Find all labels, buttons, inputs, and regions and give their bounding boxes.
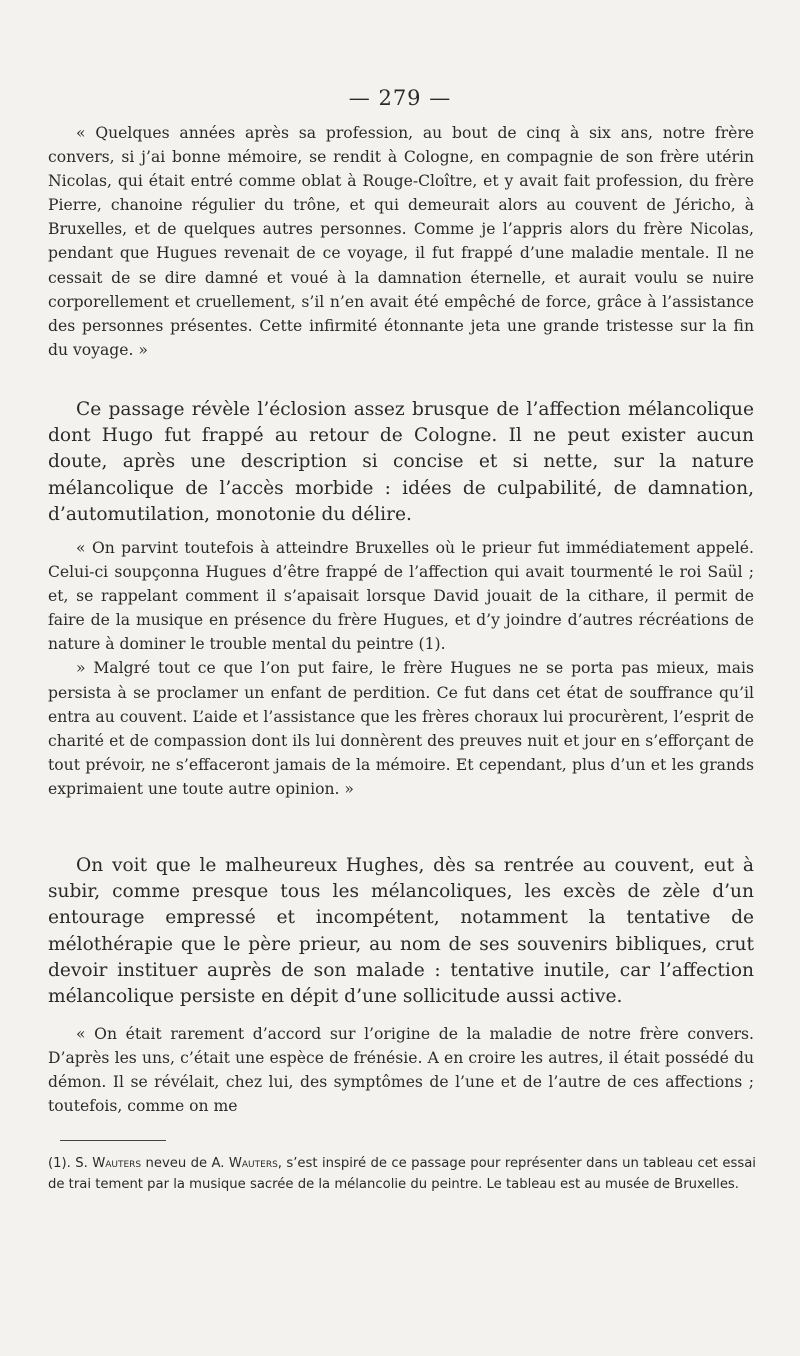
footnote-divider [60,1140,166,1141]
footnote-initial: S. [75,1156,88,1171]
footnote [48,1153,756,1195]
quote-paragraph: » Malgré tout ce que l’on put faire, le frère Hugues ne se porta pas mieux, mais persista à se proclamer un enfant de perdition. Ce fut dans cet état de souffrance qu’il entra au couvent. L’aide et l’assistance que les frères choraux lui procurèrent, l’esprit de charité et de compassion dont ils lui donnèrent des preuves nuit et jour en s’efforçant de tout prévoir, ne s’effaceront jamais de la mémoire. Et cependant, plus d’un et les grands exprimaient une toute autre opinion. » [48,659,754,798]
footnote-author-2: Wauters [228,1156,278,1171]
body-paragraph-1 [48,397,754,528]
page-number: — 279 — [348,86,452,110]
quote-chronicle-1 [48,121,754,362]
body-paragraph-2 [48,853,754,1010]
quote-paragraph: « Quelques années après sa profession, au bout de cinq à six ans, notre frère convers, si j’ai bonne mémoire, se rendit à Cologne, en compagnie de son frère utérin Nicolas, qui était entré comme oblat à Rouge-Cloître, et y avait fait profession, du frère Pierre, chanoine régulier du trône, et qui demeurait alors au couvent de Jéricho, à Bruxelles, et de quelques autres personnes. Comme je l’appris alors du frère Nicolas, pendant que Hugues revenait de ce voyage, il fut frappé d’une maladie mentale. Il ne cessait de se dire damné et voué à la damnation éternelle, et aurait voulu se nuire corporellement et cruellement, s’il n’en avait été empêché de force, grâce à l’assistance des personnes présentes. Cette infirmité étonnante jeta une grande tristesse sur la fin du voyage. » [48,124,754,359]
body-paragraph: On voit que le malheureux Hughes, dès sa rentrée au couvent, eut à subir, comme presque tous les mélancoliques, les excès de zèle d’un entourage empressé et incompétent, notamment la tentative de mélothérapie que le père prieur, au nom de ses souvenirs bibliques, crut devoir instituer auprès de son malade : tentative inutile, car l’affection mélancolique persiste en dépit d’une sollicitude aussi active. [48,855,754,1008]
body-paragraph: Ce passage révèle l’éclosion assez brusque de l’affection mélancolique dont Hugo fut frappé au retour de Cologne. Il ne peut exister aucun doute, après une description si concise et si nette, sur la nature mélancolique de l’accès morbide : idées de culpabilité, de damnation, d’automutilation, monotonie du délire. [48,399,754,525]
quote-paragraph: « On était rarement d’accord sur l’origine de la maladie de notre frère convers. D’après les uns, c’était une espèce de frénésie. A en croire les autres, il était possédé du démon. Il se révélait, chez lui, des symptômes de l’une et de l’autre de ces affections ; toutefois, comme on me [48,1025,754,1116]
footnote-marker: (1). [48,1156,71,1171]
footnote-mid: neveu de A. [145,1156,225,1171]
quote-chronicle-2 [48,536,754,801]
quote-chronicle-3 [48,1022,754,1118]
footnote-author: Wauters [92,1156,142,1171]
quote-paragraph: « On parvint toutefois à atteindre Bruxelles où le prieur fut immédiatement appelé. Celui-ci soupçonna Hugues d’être frappé de l’affection qui avait tourmenté le roi Saül ; et, se rappelant comment il s’apaisait lorsque David jouait de la cithare, il permit de faire de la musique en présence du frère Hugues, et d’y joindre d’autres récréations de nature à dominer le trouble mental du peintre (1). [48,539,754,654]
footnote-text: , s’est inspiré de ce passage pour représenter dans un tableau cet essai de trai tement par la musique sacrée de la mélancolie du peintre. Le tableau est au musée de Bruxelles. [48,1156,756,1192]
